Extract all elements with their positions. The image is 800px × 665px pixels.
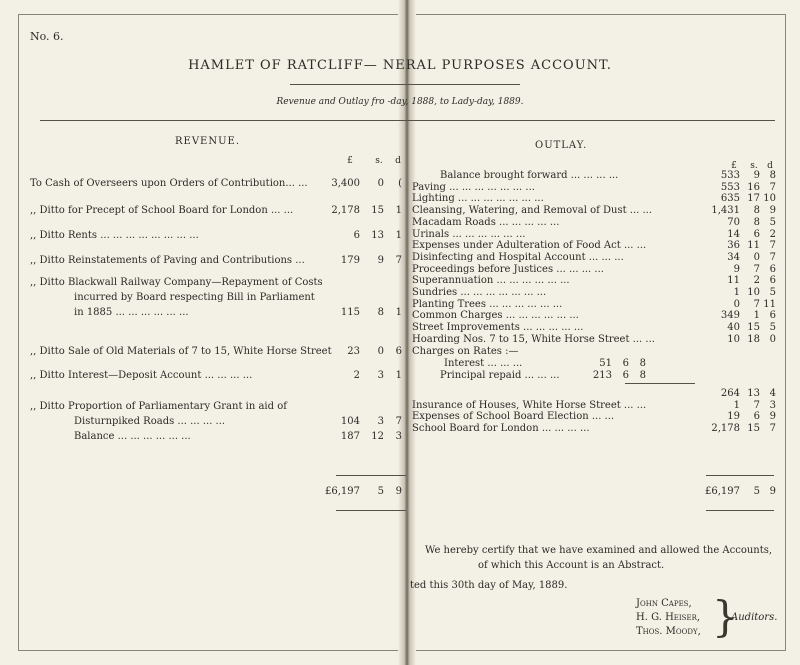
rates-total-pounds: 264 [720,387,740,399]
auditors-label: Auditors. [731,612,778,623]
outlay-item-label: Superannuation ... ... ... ... ... ... [412,275,570,287]
outlay-item-pounds: 11 [727,275,740,287]
outlay-item-label: Proceedings before Justices ... ... ... ... [412,263,604,275]
outlay-item-pounds: 2,178 [711,422,740,434]
outlay-item-pounds: 34 [727,251,740,263]
title-rule [290,84,520,85]
outlay-unit-pence: d [767,161,773,171]
revenue-item-shillings: 3 [377,370,384,381]
revenue-item-label: To Cash of Overseers upon Orders of Contribution... ... [30,178,308,189]
outlay-item-pence: 5 [769,216,776,228]
revenue-item-pounds: 115 [340,307,360,318]
outlay-item-pounds: 70 [727,216,740,228]
outlay-item-shillings: 7 [753,399,760,411]
rates-sub-pounds: 51 [599,357,612,369]
revenue-heading: REVENUE. [175,136,241,147]
outlay-item-label: Macadam Roads ... ... ... ... ... [412,216,560,228]
outlay-item-label: Lighting ... ... ... ... ... ... ... [412,193,544,205]
outlay-total-rule-top [706,475,774,476]
rates-sub-pence: 8 [639,369,646,381]
certification-line-2: of which this Account is an Abstract. [478,560,665,571]
certification-date: ted this 30th day of May, 1889. [410,580,568,591]
outlay-item-pounds: 1 [733,399,740,411]
rates-heading: Charges on Rates :— [412,345,519,357]
rates-sub-shillings: 6 [622,357,629,369]
outlay-item-shillings: 15 [747,422,760,434]
outlay-total-pence: 9 [769,486,776,497]
outlay-item-pounds: 40 [727,322,740,334]
rates-total-shillings: 13 [747,387,760,399]
outlay-item-shillings: 8 [753,216,760,228]
revenue-item-pence: 1 [395,205,402,216]
outlay-item-pence: 6 [769,310,776,322]
outlay-item-shillings: 7 [753,263,760,275]
revenue-item-pounds: 3,400 [331,178,360,189]
revenue-item-shillings: 15 [371,205,384,216]
outlay-item-label: Expenses under Adulteration of Food Act ... ... [412,240,647,252]
outlay-item-shillings: 6 [753,228,760,240]
account-subtitle: Revenue and Outlay fro -day, 1888, to Lady-day, 1889. [276,97,524,107]
outlay-item-pence: 5 [769,322,776,334]
revenue-total-shillings: 5 [377,486,384,497]
outlay-unit-shillings: s. [750,161,758,171]
outlay-item-pounds: 553 [720,181,740,193]
revenue-item-label: ,, Ditto Sale of Old Materials of 7 to 15, White Horse Street [30,346,332,357]
rates-sub-pence: 8 [639,357,646,369]
revenue-item-shillings: 3 [377,416,384,427]
outlay-item-pence: 8 [769,170,776,181]
revenue-item-label: ,, Ditto Reinstatements of Paving and Contributions ... [30,255,305,266]
outlay-item-shillings: 0 [753,251,760,263]
outlay-item-shillings: 16 [747,181,760,193]
revenue-item-pounds: 23 [347,346,360,357]
revenue-item-label: Disturnpiked Roads ... ... ... ... [74,416,226,427]
outlay-item-pounds: 0 [733,298,740,310]
outlay-item-label: Sundries ... ... ... ... ... ... ... [412,287,547,298]
outlay-unit-pounds: £ [731,161,737,171]
account-title: HAMLET OF RATCLIFF— NERAL PURPOSES ACCOUNT. [188,58,612,73]
outlay-item-shillings: 10 [747,287,760,298]
outlay-item-pounds: 10 [727,333,740,345]
outlay-item-label: Disinfecting and Hospital Account ... ... ... [412,251,624,263]
outlay-item-pence: 0 [769,333,776,345]
revenue-item-pounds: 104 [340,416,360,427]
revenue-item-label: in 1885 ... ... ... ... ... ... [74,307,189,318]
rates-sub-label: Interest ... ... ... [444,357,523,369]
outlay-item-pence: 10 [763,193,776,205]
rates-subtotal-rule [625,383,695,384]
outlay-item-shillings: 9 [753,170,760,181]
revenue-unit-shillings: s. [375,156,383,166]
outlay-item-label: School Board for London ... ... ... ... [412,422,590,434]
outlay-item-pence: 7 [769,251,776,263]
outlay-item-pounds: 1 [733,287,740,298]
outlay-item-label: Street Improvements ... ... ... ... ... [412,322,584,334]
revenue-item-shillings: 9 [377,255,384,266]
revenue-item-label: ,, Ditto Interest—Deposit Account ... ... ... ... [30,370,253,381]
outlay-item-pence: 2 [769,228,776,240]
revenue-item-label: ,, Ditto Rents ... ... ... ... ... ... ... ... [30,230,199,241]
certification-line-1: We hereby certify that we have examined and allowed the Accounts, [425,545,773,556]
revenue-item-pounds: 179 [340,255,360,266]
auditors-brace: } [712,592,739,641]
revenue-item-pounds: 2,178 [331,205,360,216]
revenue-item-label: ,, Ditto Proportion of Parliamentary Grant in aid of [30,401,287,412]
revenue-item-pence: ( [398,178,402,189]
revenue-item-pence: 1 [395,230,402,241]
revenue-item-pence: 7 [395,416,402,427]
page-number: No. 6. [30,30,64,43]
outlay-item-shillings: 8 [753,205,760,217]
outlay-item-pence: 6 [769,275,776,287]
outlay-item-label: Hoarding Nos. 7 to 15, White Horse Street ... ... [412,333,655,345]
outlay-item-shillings: 2 [753,275,760,287]
outlay-item-pence: 7 [769,181,776,193]
outlay-item-label: Expenses of School Board Election ... ... [412,411,615,422]
revenue-item-label: ,, Ditto Blackwall Railway Company—Repayment of Costs [30,277,323,288]
outlay-item-pence: 6 [769,263,776,275]
revenue-item-shillings: 13 [371,230,384,241]
outlay-heading: OUTLAY. [535,140,588,151]
outlay-total-rule-bottom [706,510,774,511]
revenue-item-shillings: 0 [377,178,384,189]
revenue-item-pence: 1 [395,307,402,318]
revenue-item-pence: 6 [395,346,402,357]
outlay-item-label: Common Charges ... ... ... ... ... ... [412,310,579,322]
header-rule [40,120,775,121]
outlay-item-pounds: 635 [720,193,740,205]
revenue-item-shillings: 0 [377,346,384,357]
outlay-item-pounds: 1,431 [711,205,740,217]
outlay-item-label: Urinals ... ... ... ... ... ... [412,228,526,240]
outlay-item-label: Planting Trees ... ... ... ... ... ... [412,298,563,310]
revenue-unit-pence: d [395,156,401,166]
outlay-item-label: Balance brought forward ... ... ... ... [440,170,619,181]
outlay-item-shillings: 17 [747,193,760,205]
outlay-item-pence: 11 [763,298,776,310]
outlay-item-shillings: 11 [747,240,760,252]
outlay-item-pounds: 19 [727,411,740,422]
revenue-item-shillings: 12 [371,431,384,442]
outlay-item-shillings: 6 [753,411,760,422]
outlay-item-label: Insurance of Houses, White Horse Street ... ... [412,399,647,411]
revenue-total-rule-bottom [336,510,406,511]
outlay-item-pence: 9 [769,205,776,217]
outlay-item-pounds: 14 [727,228,740,240]
rates-sub-label: Principal repaid ... ... ... [440,369,560,381]
auditor-3: Thos. Moody, [636,626,701,637]
outlay-item-pence: 3 [769,399,776,411]
outlay-total-pounds: £6,197 [705,486,740,497]
outlay-item-pounds: 9 [733,263,740,275]
outlay-item-shillings: 15 [747,322,760,334]
revenue-item-label: Balance ... ... ... ... ... ... [74,431,191,442]
outlay-item-pounds: 533 [720,170,740,181]
outlay-item-pence: 5 [769,287,776,298]
revenue-item-pounds: 2 [353,370,360,381]
revenue-item-pence: 1 [395,370,402,381]
outlay-item-shillings: 18 [747,333,760,345]
outlay-item-pence: 9 [769,411,776,422]
revenue-total-rule-top [336,475,406,476]
outlay-item-shillings: 1 [753,310,760,322]
outlay-item-pounds: 36 [727,240,740,252]
rates-total-pence: 4 [769,387,776,399]
revenue-unit-pounds: £ [347,156,353,166]
revenue-item-pounds: 187 [340,431,360,442]
revenue-item-shillings: 8 [377,307,384,318]
outlay-item-pence: 7 [769,422,776,434]
revenue-item-pounds: 6 [353,230,360,241]
outlay-item-label: Cleansing, Watering, and Removal of Dust ... ... [412,205,653,217]
rates-sub-shillings: 6 [622,369,629,381]
revenue-total-pence: 9 [395,486,402,497]
revenue-item-label: ,, Ditto for Precept of School Board for London ... ... [30,205,294,216]
auditor-2: H. G. Heiser, [636,612,701,623]
revenue-item-pence: 3 [395,431,402,442]
outlay-item-label: Paving ... ... ... ... ... ... ... [412,181,535,193]
rates-sub-pounds: 213 [592,369,612,381]
outlay-total-shillings: 5 [753,486,760,497]
revenue-total-pounds: £6,197 [325,486,360,497]
outlay-item-pounds: 349 [720,310,740,322]
outlay-item-shillings: 7 [753,298,760,310]
revenue-item-label: incurred by Board respecting Bill in Parliament [74,292,315,303]
auditor-1: John Capes, [636,598,692,609]
outlay-item-pence: 7 [769,240,776,252]
revenue-item-pence: 7 [395,255,402,266]
